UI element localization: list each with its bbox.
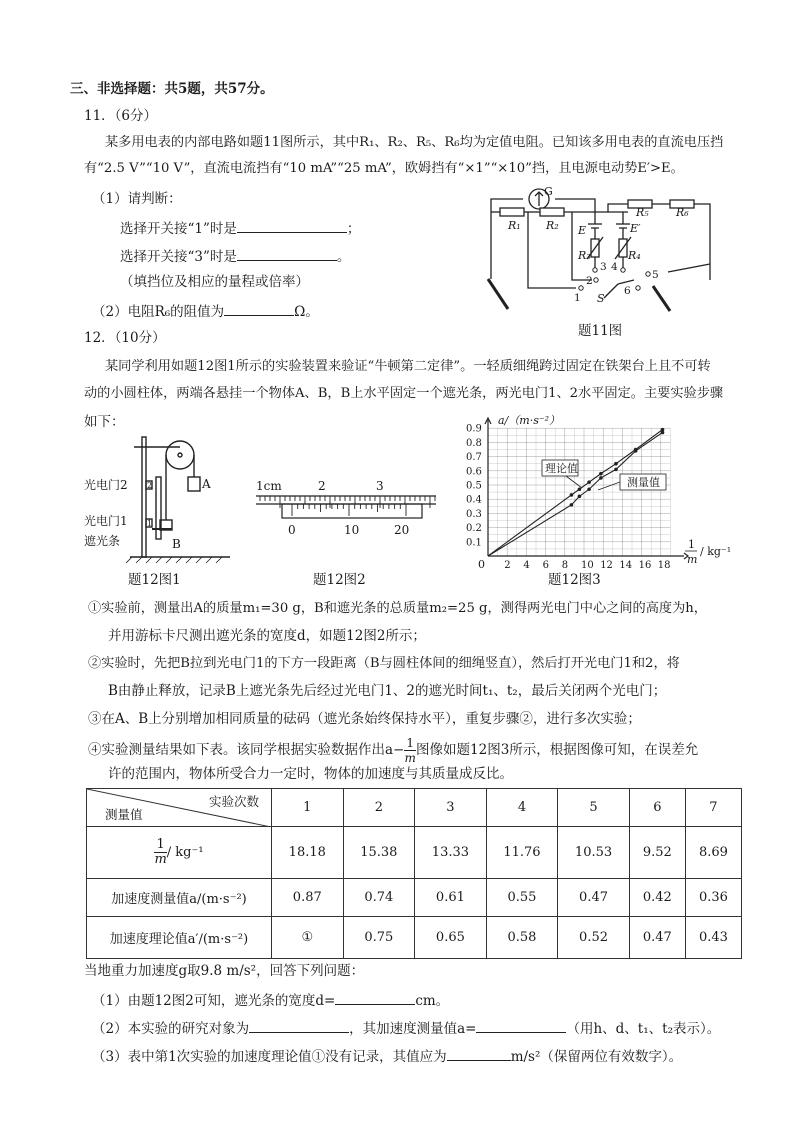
step3: ③在A、B上分别增加相同质量的砝码（遮光条始终保持水平），重复步骤②，进行多次实验； [88, 711, 641, 727]
chart-point [599, 476, 603, 480]
label-n1: 1 [574, 292, 581, 304]
qa1 [92, 990, 449, 1010]
gravity-note: 当地重力加速度g取9.8 m/s²，回答下列问题： [84, 963, 365, 979]
chart-y-tick-label: 0.6 [466, 466, 482, 478]
qa2 [92, 1018, 720, 1038]
vernier-tick-20: 20 [394, 523, 410, 537]
table-header-top: 实验次数 [208, 794, 259, 809]
qa1-text: （1）由题12图2可知，遮光条的宽度d= [92, 993, 336, 1009]
answer-blank-d[interactable] [335, 990, 415, 1005]
q11-part1-a-text: 选择开关接“1”时是 [120, 221, 237, 237]
chart-point [634, 449, 638, 453]
chart-y-tick-label: 0.8 [466, 437, 482, 449]
chart-xlabel-den: m [687, 553, 698, 566]
table-cell: 0.43 [685, 917, 741, 959]
chart-point [587, 487, 591, 491]
table-cell: 0.47 [629, 917, 685, 959]
table-cell: 15.38 [343, 827, 415, 879]
fig12-2-caption: 题12图2 [313, 572, 366, 588]
chart-y-tick-label: 0.4 [466, 494, 482, 506]
q12-number: 12．（10分） [84, 330, 166, 346]
table-cell: ① [272, 917, 344, 959]
label-n4: 4 [611, 261, 618, 273]
chart-y-tick-label: 0.9 [466, 423, 482, 435]
chart-point [578, 487, 582, 491]
chart-point [578, 495, 582, 499]
chart-x-tick-label: 8 [561, 560, 569, 570]
q11-part2-text: （2）电阻R₆的阻值为 [92, 304, 225, 320]
chart-x-tick-label: 2 [504, 560, 511, 570]
chart-y-tick-label: 0.5 [466, 480, 482, 492]
fig12-1-caption: 题12图1 [128, 572, 181, 588]
chart-x-tick-label: 4 [523, 560, 530, 570]
step4-frac-den: m [404, 751, 416, 765]
chart-x-tick-label: 14 [619, 560, 633, 570]
table-col-header: 3 [415, 789, 487, 827]
answer-blank-2[interactable] [224, 301, 294, 316]
chart-point [570, 493, 574, 497]
vernier-unit-label: 1cm [256, 479, 282, 493]
label-r6: R₆ [676, 206, 689, 219]
table-cell: 18.18 [272, 827, 344, 879]
qa2-suffix: （用h、d、t₁、t₂表示）。 [566, 1021, 721, 1037]
label-n3: 3 [600, 261, 607, 273]
vernier-tick-0: 0 [288, 523, 296, 537]
q11-number: 11．（6分） [84, 108, 158, 124]
table-row-label [87, 827, 272, 879]
table-header-bottom: 测量值 [105, 807, 143, 822]
chart-label-measured: 测量值 [627, 476, 660, 489]
chart-x-tick-label: 10 [581, 560, 594, 570]
step2-line1: ②实验时，先把B拉到光电门1的下方一段距离（B与圆柱体间的细绳竖直），然后打开光电门1和2，将 [88, 656, 680, 671]
table-row [87, 827, 742, 879]
q11-part1-a-sep: ； [346, 221, 361, 237]
table-row [87, 879, 742, 917]
table-col-header: 5 [558, 789, 630, 827]
section-heading: 三、非选择题：共5题，共57分。 [70, 81, 274, 97]
chart-y-tick-label: 0.1 [466, 537, 482, 549]
fig12-3-caption: 题12图3 [548, 572, 601, 588]
q11-part1-label: （1）请判断： [92, 191, 182, 207]
fig1-n2-label: 2 [147, 481, 153, 490]
q11-part1-b-text: 选择开关接“3”时是 [120, 249, 237, 265]
q12-intro-line3: 如下： [84, 414, 125, 430]
q11-part1-b [120, 246, 350, 266]
step4-line1 [88, 733, 698, 767]
row1-frac-den: m [154, 852, 167, 867]
label-s: S [597, 292, 605, 305]
step4-line2: 许的范围内，物体所受合力一定时，物体的加速度与其质量成反比。 [108, 766, 513, 782]
step1-line1: ①实验前，测量出A的质量m₁=30 g，B和遮光条的总质量m₂=25 g，测得两光电门中心之间的高度为h， [88, 601, 707, 616]
chart-x-tick-label: 16 [638, 560, 652, 570]
vernier-tick-10: 10 [344, 523, 360, 537]
table-cell: 0.61 [415, 879, 487, 917]
table-cell: 0.87 [272, 879, 344, 917]
q12-intro-line1: 某同学利用如题12图1所示的实验装置来验证“牛顿第二定律”。一轻质细绳跨过固定在铁架台上且不可转 [105, 359, 711, 374]
chart-point [599, 472, 603, 476]
vernier-fig12-2 [252, 476, 438, 542]
table-cell: 0.74 [343, 879, 415, 917]
table-cell: 11.76 [486, 827, 558, 879]
q11-part1-b-sep: 。 [336, 249, 351, 265]
table-cell: 9.52 [629, 827, 685, 879]
answer-blank-theory[interactable] [447, 1046, 511, 1061]
chart-ylabel: a/（m·s⁻²） [498, 414, 561, 427]
table-cell: 0.65 [415, 917, 487, 959]
answer-blank-a[interactable] [476, 1018, 566, 1033]
table-cell: 0.75 [343, 917, 415, 959]
table-cell: 10.53 [558, 827, 630, 879]
table-col-header: 7 [685, 789, 741, 827]
fig1-n1-label: 1 [147, 519, 153, 528]
step2-line2: B由静止释放，记录B上遮光条先后经过光电门1、2的遮光时间t₁、t₂，最后关闭两个光电门； [108, 683, 667, 699]
table-row [87, 917, 742, 959]
qa2-mid: ，其加速度测量值a= [349, 1021, 477, 1037]
chart-y-tick-label: 0.7 [466, 452, 482, 464]
chart-y-tick-label: 0.3 [466, 508, 482, 520]
table-row-label: 加速度测量值a/(m·s⁻²) [87, 879, 272, 917]
label-n2: 2 [586, 275, 593, 287]
chart-point [570, 503, 574, 507]
q12-intro-line2: 动的小圆柱体，两端各悬挂一个物体A、B，B上水平固定一个遮光条，两光电门1、2水平固定。主要实验步骤 [84, 386, 724, 401]
table-col-header: 1 [272, 789, 344, 827]
fig1-a-label: A [202, 477, 211, 491]
main-tick-2: 2 [318, 479, 326, 493]
chart-point [661, 431, 665, 435]
qa3-text: （3）表中第1次实验的加速度理论值①没有记录，其值应为 [92, 1049, 447, 1065]
main-tick-3: 3 [376, 479, 384, 493]
label-n5: 5 [652, 269, 659, 281]
label-r5: R₅ [636, 206, 649, 219]
table-col-header: 6 [629, 789, 685, 827]
label-r3: R₃ [578, 249, 591, 262]
chart-origin: 0 [478, 558, 485, 570]
chart-point [587, 480, 591, 484]
q11-part2 [92, 301, 319, 321]
label-g: G [544, 185, 553, 198]
table-corner-cell [87, 789, 272, 827]
q11-part1-note: （填挡位及相应的量程或倍率） [120, 274, 309, 290]
fig11-caption: 题11图 [578, 323, 623, 339]
circuit-diagram-fig11 [478, 184, 728, 319]
qa2-text: （2）本实验的研究对象为 [92, 1021, 250, 1037]
chart-x-tick-label: 6 [542, 560, 549, 570]
chart-y-tick-label: 0.2 [466, 523, 482, 535]
chart-fig12-3 [452, 410, 748, 570]
table-cell: 0.47 [558, 879, 630, 917]
label-n6: 6 [624, 285, 631, 297]
q11-part2-suffix: Ω。 [294, 304, 319, 320]
fig1-gate1-label: 光电门1 [84, 514, 128, 528]
label-e: E [578, 224, 587, 237]
chart-point [614, 462, 618, 466]
table-cell: 0.55 [486, 879, 558, 917]
chart-x-tick-label: 12 [600, 560, 613, 570]
answer-blank-object[interactable] [249, 1018, 349, 1033]
results-table [86, 788, 742, 959]
chart-point [614, 468, 618, 472]
table-cell: 0.52 [558, 917, 630, 959]
q11-intro-line1: 某多用电表的内部电路如题11图所示，其中R₁、R₂、R₅、R₆均为定值电阻。已知该多用电表的直流电压挡 [105, 135, 724, 150]
step4-pre: ④实验测量结果如下表。该同学根据实验数据作出a− [88, 742, 405, 758]
chart-label-theory: 理论值 [545, 462, 578, 475]
chart-x-tick-label: 18 [657, 560, 671, 570]
table-cell: 0.58 [486, 917, 558, 959]
label-r2: R₂ [546, 219, 559, 232]
fig1-b-label: B [172, 537, 181, 551]
qa3-suffix: m/s²（保留两位有效数字）。 [510, 1049, 683, 1065]
fig1-gate2-label: 光电门2 [84, 478, 128, 492]
chart-xlabel-num: 1 [688, 538, 695, 551]
step4-post: 图像如题12图3所示，根据图像可知，在误差允 [416, 742, 699, 758]
label-r1: R₁ [508, 219, 521, 232]
row1-frac-num: 1 [154, 838, 166, 853]
q11-intro-line2: 有“2.5 V”“10 V”，直流电流挡有“10 mA”“25 mA”，欧姆挡有“×1”“×10”挡，且电源电动势E′>E。 [84, 161, 684, 176]
answer-blank-1a[interactable] [237, 218, 347, 233]
label-r4: R₄ [628, 249, 641, 262]
q11-part1-a [120, 218, 360, 238]
qa1-suffix: cm。 [415, 993, 450, 1009]
table-row-label: 加速度理论值a′/(m·s⁻²) [87, 917, 272, 959]
qa3 [92, 1046, 682, 1066]
apparatus-fig12-1 [80, 425, 250, 570]
chart-xlabel-unit: / kg⁻¹ [700, 545, 732, 558]
table-col-header: 2 [343, 789, 415, 827]
table-cell: 0.42 [629, 879, 685, 917]
table-cell: 0.36 [685, 879, 741, 917]
fig1-strip-label: 遮光条 [84, 534, 121, 548]
table-col-header: 4 [486, 789, 558, 827]
label-e2: E′ [630, 222, 641, 235]
row1-unit: / kg⁻¹ [166, 845, 204, 860]
table-cell: 13.33 [415, 827, 487, 879]
table-cell: 8.69 [685, 827, 741, 879]
step1-line2: 并用游标卡尺测出遮光条的宽度d，如题12图2所示； [108, 628, 426, 644]
answer-blank-1b[interactable] [237, 246, 337, 261]
step4-frac-num: 1 [406, 736, 415, 750]
